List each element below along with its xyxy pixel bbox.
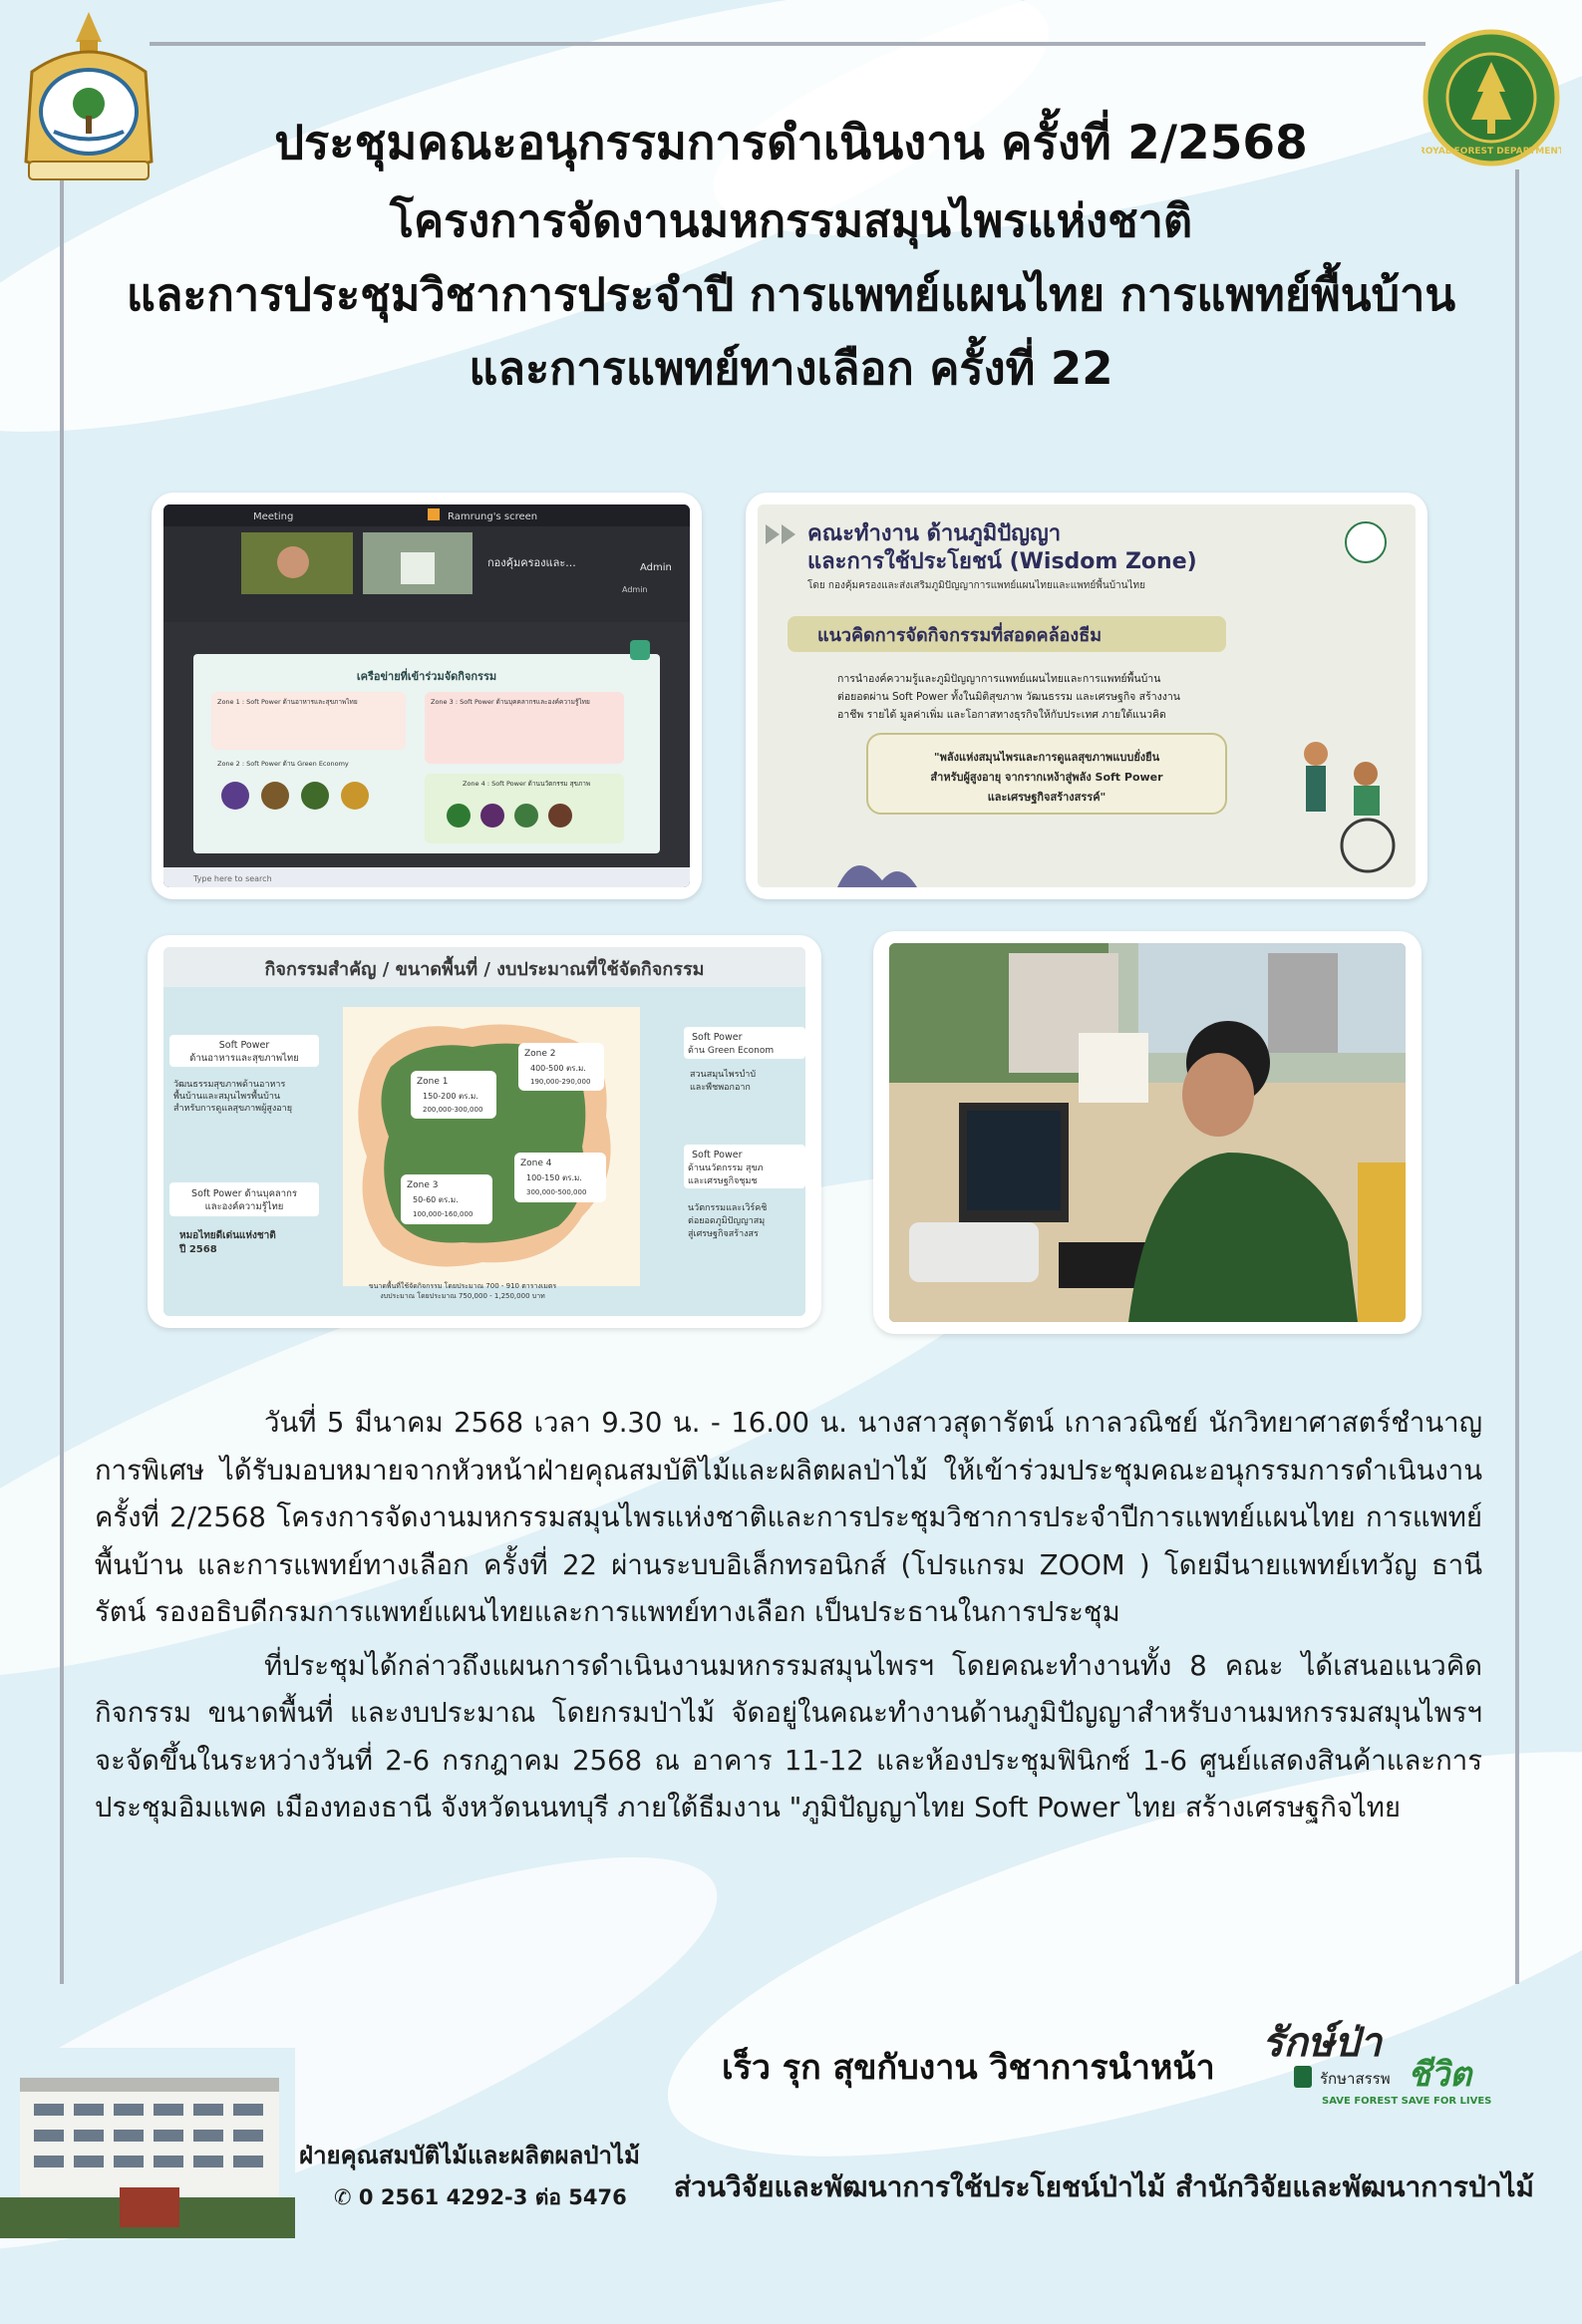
- map-zone2-area: 400-500 ตร.ม.: [530, 1064, 586, 1073]
- zoom-slide-zone1: Zone 1 : Soft Power ด้านอาหารและสุขภาพไทย: [217, 698, 358, 706]
- brand-main-text: รักษ์ป่า: [1262, 2020, 1382, 2066]
- map-zone4-budget: 300,000-500,000: [526, 1188, 587, 1196]
- wisdom-desc-1: การนำองค์ความรู้และภูมิปัญญาการแพทย์แผนไทยและการแพทย์พื้นบ้าน: [837, 673, 1161, 685]
- frame-top-line: [150, 42, 1425, 46]
- map-doctor-2: ปี 2568: [179, 1244, 217, 1255]
- wisdom-heading-2: และการใช้ประโยชน์ (Wisdom Zone): [807, 549, 1197, 574]
- wisdom-by-line: โดย กองคุ้มครองและส่งเสริมภูมิปัญญาการแพทย์แผนไทยและแพทย์พื้นบ้านไทย: [807, 580, 1145, 591]
- map-zone4-area: 100-150 ตร.ม.: [526, 1173, 582, 1182]
- map-zone3-area: 50-60 ตร.ม.: [413, 1195, 459, 1204]
- brand-tagline: SAVE FOREST SAVE FOR LIVES: [1322, 2096, 1492, 2107]
- map-zone1-budget: 200,000-300,000: [423, 1106, 483, 1114]
- map-green-desc-1: สวนสมุนไพรบำบั: [690, 1070, 757, 1080]
- map-zone3-budget: 100,000-160,000: [413, 1210, 474, 1218]
- wisdom-heading-1: คณะทำงาน ด้านภูมิปัญญา: [807, 521, 1062, 546]
- wisdom-desc-2: ต่อยอดผ่าน Soft Power ทั้งในมิติสุขภาพ วัฒนธรรม และเศรษฐกิจ สร้างงาน: [837, 691, 1180, 703]
- map-zone2-name: Zone 2: [524, 1049, 556, 1059]
- map-inno-desc-1: นวัตกรรมและเวิร์คชิ: [688, 1203, 768, 1213]
- footer-phone-number: 0 2561 4292-3 ต่อ 5476: [358, 2185, 627, 2209]
- title-line-1: ประชุมคณะอนุกรรมการดำเนินงาน ครั้งที่ 2/2568: [274, 116, 1308, 170]
- map-green-desc-2: และพืชพอกอาก: [690, 1083, 751, 1093]
- brand-life-text: ชีวิต: [1408, 2055, 1472, 2095]
- zoom-slide-zone3: Zone 3 : Soft Power ด้านบุคคลากรและองค์ความรู้ไทย: [431, 698, 590, 706]
- photo-zone-map-slide: [148, 935, 821, 1328]
- frame-left-line: [60, 169, 64, 1984]
- map-footnote-1: ขนาดพื้นที่ใช้จัดกิจกรรม โดยประมาณ 700 - 910 ตารางเมตร: [368, 1282, 557, 1290]
- map-zone1-area: 150-200 ตร.ม.: [423, 1092, 478, 1101]
- wisdom-quote-1: "พลังแห่งสมุนไพรและการดูแลสุขภาพแบบยั่งยืน: [933, 751, 1160, 764]
- zoom-admin-label-2: Admin: [622, 585, 648, 594]
- phone-icon: ✆: [334, 2185, 359, 2209]
- map-inno-sub-1: ด้านนวัตกรรม สุขภ: [688, 1163, 764, 1173]
- map-green-sub: ด้าน Green Econom: [688, 1046, 775, 1056]
- zoom-tab-meeting: Meeting: [253, 511, 294, 522]
- map-footnote-2: งบประมาณ โดยประมาณ 750,000 - 1,250,000 บาท: [380, 1292, 545, 1300]
- map-food-desc-1: วัฒนธรรมสุขภาพด้านอาหาร: [173, 1080, 286, 1090]
- map-heading: กิจกรรมสำคัญ / ขนาดพื้นที่ / งบประมาณที่ใช้จัดกิจกรรม: [264, 959, 705, 980]
- map-zone1-name: Zone 1: [417, 1077, 449, 1087]
- zoom-slide-zone4: Zone 4 : Soft Power ด้านนวัตกรรม สุขภาพ: [463, 780, 591, 788]
- lock-icon: [1294, 2066, 1312, 2088]
- footer-units: ส่วนวิจัยและพัฒนาการใช้ประโยชน์ป่าไม้ สำนักวิจัยและพัฒนาการป่าไม้: [674, 2170, 1535, 2203]
- footer-department: ฝ่ายคุณสมบัติไม้และผลิตผลป่าไม้: [299, 2142, 640, 2169]
- title-line-4: และการแพทย์ทางเลือก ครั้งที่ 22: [469, 342, 1113, 395]
- title-line-2: โครงการจัดงานมหกรรมสมุนไพรแห่งชาติ: [389, 194, 1193, 247]
- map-green-title: Soft Power: [692, 1032, 743, 1043]
- zoom-slide-zone2: Zone 2 : Soft Power ด้าน Green Economy: [217, 760, 349, 768]
- wisdom-quote-2: สำหรับผู้สูงอายุ จากรากเหง้าสู่พลัง Soft Power: [930, 771, 1163, 784]
- wisdom-desc-3: อาชีพ รายได้ มูลค่าเพิ่ม และโอกาสทางธุรกิจให้กับประเทศ ภายใต้แนวคิด: [837, 709, 1166, 721]
- wisdom-quote-3: และเศรษฐกิจสร้างสรรค์": [987, 791, 1107, 804]
- photo-zoom-meeting: [152, 493, 702, 899]
- title-line-3: และการประชุมวิชาการประจำปี การแพทย์แผนไทย การแพทย์พื้นบ้าน: [126, 268, 1456, 321]
- brand-sub-text: รักษาสรรพ: [1320, 2070, 1391, 2088]
- zoom-participant-name: กองคุ้มครองและ...: [487, 556, 576, 569]
- map-people-1: Soft Power ด้านบุคลากร: [191, 1188, 297, 1199]
- footer-phone: [334, 2181, 627, 2214]
- map-doctor-1: หมอไทยดีเด่นแห่งชาติ: [179, 1230, 276, 1241]
- zoom-tab-share: Ramrung's screen: [448, 511, 538, 522]
- body-text: [95, 1400, 1482, 1838]
- frame-right-line: [1515, 169, 1519, 1984]
- building-photo: [0, 2048, 295, 2238]
- map-zone3-name: Zone 3: [407, 1180, 439, 1190]
- map-inno-title: Soft Power: [692, 1150, 743, 1161]
- rfd-ring-text: ROYAL FOREST DEPARTMENT: [1422, 147, 1561, 157]
- map-food-title: Soft Power: [218, 1040, 270, 1051]
- map-inno-sub-2: และเศรษฐกิจชุมช: [688, 1176, 758, 1186]
- map-food-desc-2: พื้นบ้านและสมุนไพรพื้นบ้าน: [173, 1092, 281, 1102]
- title-block: [40, 112, 1542, 401]
- map-inno-desc-2: ต่อยอดภูมิปัญญาสมุ: [688, 1216, 766, 1226]
- map-food-desc-3: สำหรับการดูแลสุขภาพผู้สูงอายุ: [173, 1104, 292, 1114]
- map-zone2-budget: 190,000-290,000: [530, 1078, 591, 1086]
- map-people-2: และองค์ความรู้ไทย: [204, 1201, 284, 1212]
- zoom-slide-title: เครือข่ายที่เข้าร่วมจัดกิจกรรม: [356, 670, 497, 683]
- wisdom-concept-heading: แนวคิดการจัดกิจกรรมที่สอดคล้องธีม: [817, 625, 1103, 646]
- map-zone4-name: Zone 4: [520, 1159, 552, 1168]
- save-forest-brand-logo: [1258, 2004, 1517, 2114]
- body-paragraph-2: ที่ประชุมได้กล่าวถึงแผนการดำเนินงานมหกรรมสมุนไพรฯ โดยคณะทำงานทั้ง 8 คณะ ได้เสนอแนวคิด กิจกรรม ขนาดพื้นที่ และงบประมาณ โดยกรมป่าไม้ จัดอยู่ในคณะทำงานด้านภูมิปัญญาสำหรับงานมหกรรมสมุนไพรฯ จะจัดขึ้นในระหว่างวันที่ 2-6 กรกฎาคม 2568 ณ อาคาร 11-12 และห้องประชุมฟินิกซ์ 1-6 ศูนย์แสดงสินค้าและการประชุมอิมแพค เมืองทองธานี จังหวัดนนทบุรี ภายใต้ธีมงาน "ภูมิปัญญาไทย Soft Power ไทย สร้างเศรษฐกิจไทย: [95, 1649, 1482, 1824]
- zoom-taskbar-search: Type here to search: [193, 874, 272, 883]
- photo-participant-at-computer: [873, 931, 1422, 1334]
- map-food-sub: ด้านอาหารและสุขภาพไทย: [189, 1053, 299, 1064]
- body-paragraph-1: วันที่ 5 มีนาคม 2568 เวลา 9.30 น. - 16.00 น. นางสาวสุดารัตน์ เกาลวณิชย์ นักวิทยาศาสตร์ชำนาญการพิเศษ ได้รับมอบหมายจากหัวหน้าฝ่ายคุณสมบัติไม้และผลิตผลป่าไม้ ให้เข้าร่วมประชุมคณะอนุกรรมการดำเนินงาน ครั้งที่ 2/2568 โครงการจัดงานมหกรรมสมุนไพรแห่งชาติและการประชุมวิชาการประจำปีการแพทย์แผนไทย การแพทย์พื้นบ้าน และการแพทย์ทางเลือก ครั้งที่ 22 ผ่านระบบอิเล็กทรอนิกส์ (โปรแกรม ZOOM ) โดยมีนายแพทย์เทวัญ ธานีรัตน์ รองอธิบดีกรมการแพทย์แผนไทยและการแพทย์ทางเลือก เป็นประธานในการประชุม: [95, 1407, 1482, 1628]
- zoom-admin-label: Admin: [640, 562, 672, 573]
- photo-wisdom-zone-slide: [746, 493, 1427, 899]
- map-inno-desc-3: สู่เศรษฐกิจสร้างสร: [688, 1229, 759, 1239]
- footer-slogan: เร็ว รุก สุขกับงาน วิชาการนำหน้า: [722, 2048, 1215, 2088]
